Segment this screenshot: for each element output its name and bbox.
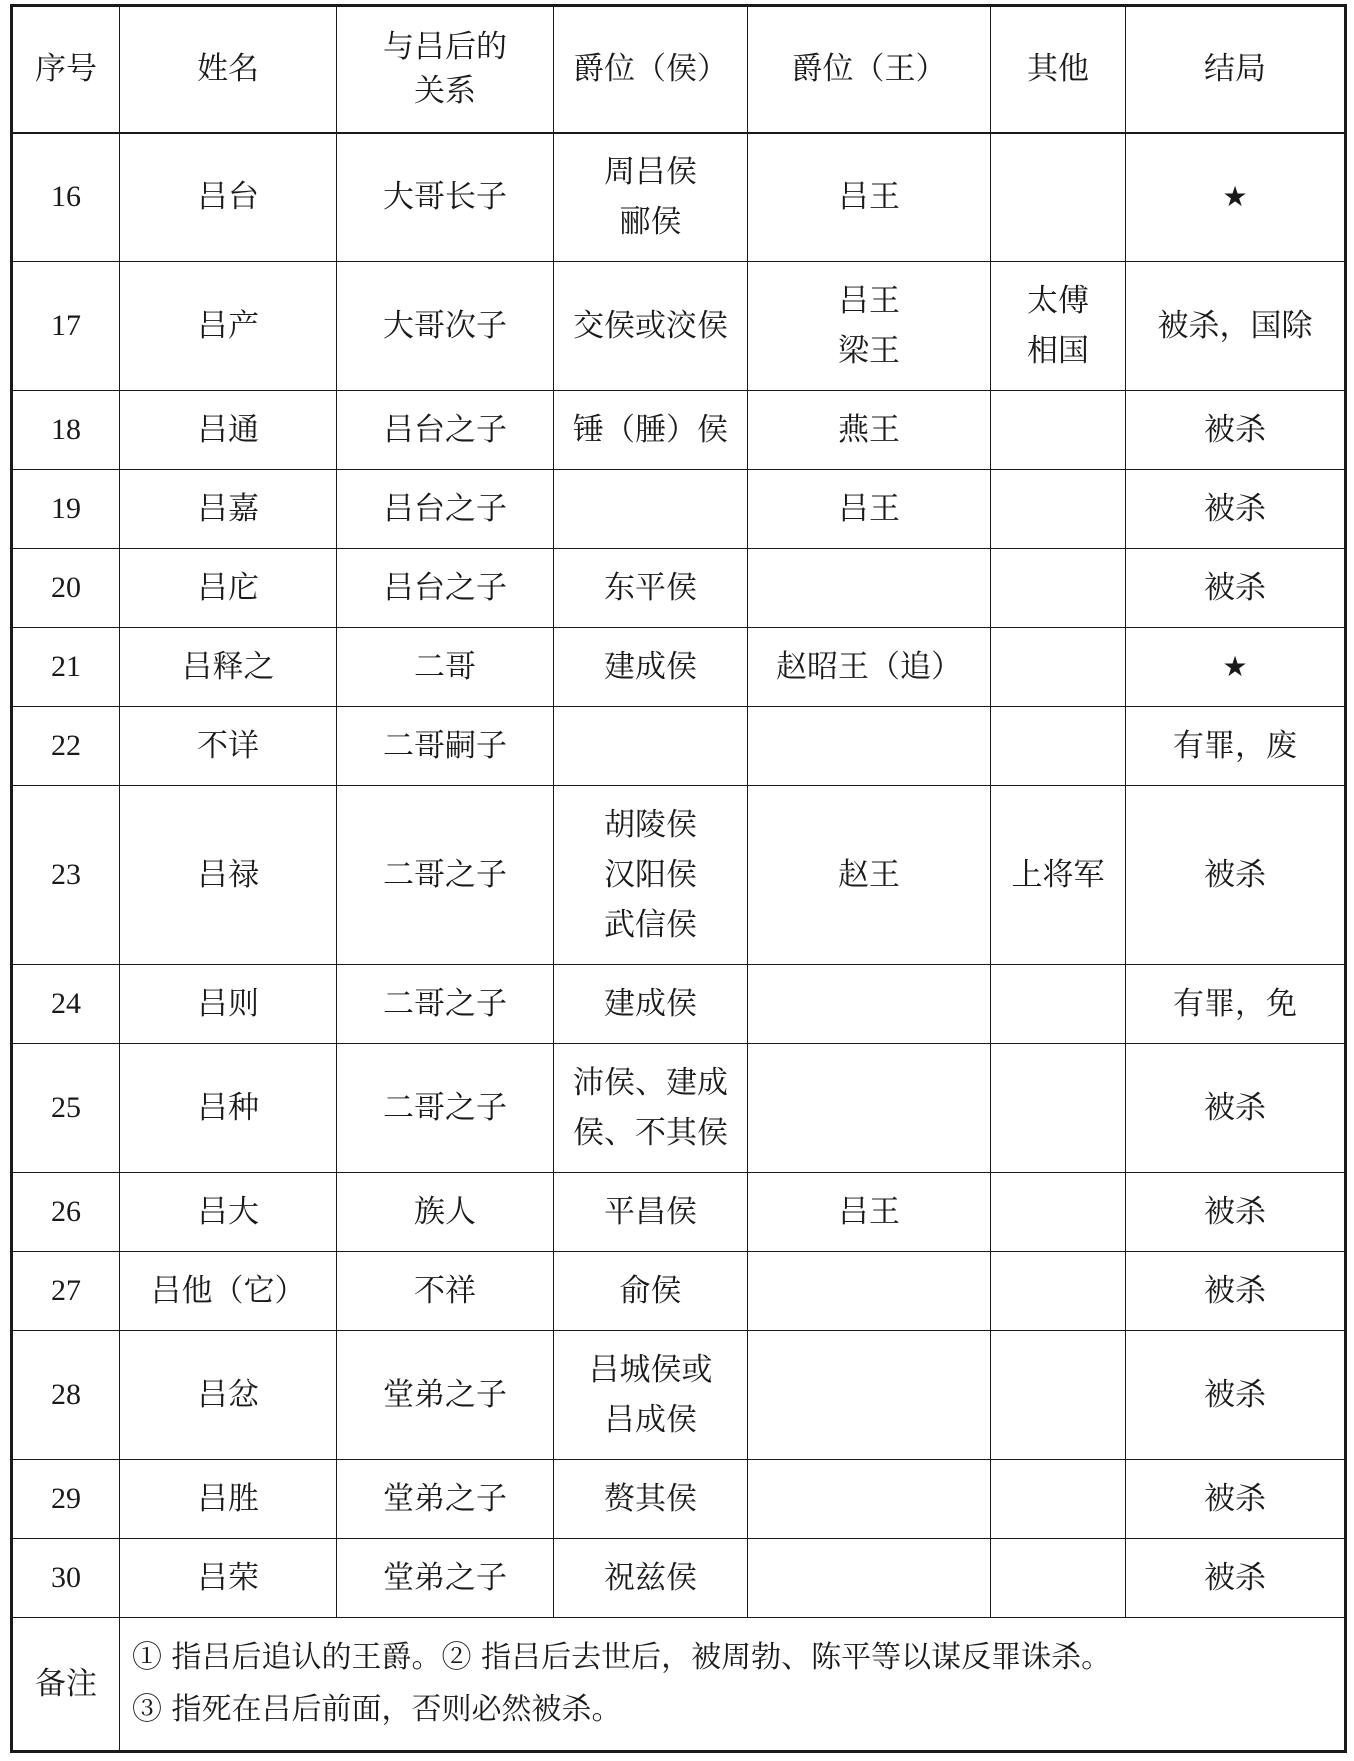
row-rank-hou: [554, 1331, 748, 1460]
genealogy-table: [10, 4, 1347, 1753]
row-name: 吕释之: [120, 628, 337, 707]
row-index: 28: [12, 1331, 120, 1460]
row-rank-wang: [748, 1331, 991, 1460]
row-rank-hou-line: 俞侯: [619, 1273, 682, 1309]
row-other: [991, 1460, 1126, 1539]
row-other: [991, 628, 1126, 707]
row-rank-hou: [554, 262, 748, 391]
row-index: 30: [12, 1539, 120, 1618]
header-relation-line2: 关系: [414, 73, 476, 110]
row-rank-hou-line: 建成侯: [604, 649, 697, 685]
row-relation: 吕台之子: [337, 549, 554, 628]
row-name: 吕产: [120, 262, 337, 391]
row-other: [991, 1252, 1126, 1331]
table-row: [12, 1044, 1346, 1173]
row-rank-hou: [554, 1460, 748, 1539]
row-other: [991, 786, 1126, 965]
row-name: 吕大: [120, 1173, 337, 1252]
row-other-line: 太傅: [1027, 283, 1089, 319]
row-other-line: 上将军: [1011, 857, 1105, 893]
row-rank-hou: [554, 1044, 748, 1173]
row-rank-hou: [554, 965, 748, 1044]
row-index: 16: [12, 133, 120, 262]
row-rank-hou-line: 吕城侯或: [588, 1352, 713, 1388]
row-rank-hou: [554, 1252, 748, 1331]
row-other: [991, 1173, 1126, 1252]
row-rank-hou-line: 周吕侯: [604, 154, 697, 191]
row-index: 19: [12, 470, 120, 549]
row-relation: 堂弟之子: [337, 1539, 554, 1618]
row-rank-wang: [748, 786, 991, 965]
row-relation: 吕台之子: [337, 391, 554, 470]
table-row: [12, 470, 1346, 549]
header-relation-line1: 与吕后的: [383, 29, 507, 66]
notes-label: 备注: [12, 1618, 120, 1752]
row-outcome: ★: [1126, 628, 1346, 707]
header-other: 其他: [991, 6, 1126, 133]
row-index: 29: [12, 1460, 120, 1539]
row-rank-hou-line: 东平侯: [604, 570, 697, 606]
row-name: 吕台: [120, 133, 337, 262]
table-row: [12, 1331, 1346, 1460]
row-rank-wang: [748, 1252, 991, 1331]
row-index: 21: [12, 628, 120, 707]
notes-line1: ① 指吕后追认的王爵。② 指吕后去世后，被周勃、陈平等以谋反罪诛杀。: [132, 1640, 1112, 1675]
row-rank-wang: [748, 470, 991, 549]
row-other: [991, 965, 1126, 1044]
row-rank-wang-line: 赵王: [838, 857, 900, 893]
row-name: 吕禄: [120, 786, 337, 965]
row-outcome: 被杀: [1126, 470, 1346, 549]
notes-row: [12, 1618, 1346, 1752]
row-other: [991, 1539, 1126, 1618]
table-row: [12, 1173, 1346, 1252]
row-index: 25: [12, 1044, 120, 1173]
row-index: 22: [12, 707, 120, 786]
row-name: 吕胜: [120, 1460, 337, 1539]
row-rank-wang-line: 梁王: [838, 333, 900, 369]
row-rank-hou: [554, 133, 748, 262]
row-name: 吕种: [120, 1044, 337, 1173]
row-other-line: 相国: [1027, 333, 1089, 369]
row-outcome: 被杀: [1126, 1331, 1346, 1460]
row-rank-hou-line: 胡陵侯: [604, 807, 697, 843]
row-name: 吕嘉: [120, 470, 337, 549]
row-name: 吕通: [120, 391, 337, 470]
row-outcome: 被杀，国除: [1126, 262, 1346, 391]
row-rank-wang: [748, 549, 991, 628]
row-rank-wang: [748, 262, 991, 391]
row-other: [991, 1044, 1126, 1173]
row-rank-hou: [554, 470, 748, 549]
row-rank-hou: [554, 707, 748, 786]
row-rank-wang: [748, 628, 991, 707]
row-relation: 族人: [337, 1173, 554, 1252]
row-outcome: 被杀: [1126, 1173, 1346, 1252]
row-rank-hou-line: 建成侯: [604, 986, 697, 1022]
row-outcome: 被杀: [1126, 1460, 1346, 1539]
row-outcome: 被杀: [1126, 786, 1346, 965]
row-outcome: 有罪，废: [1126, 707, 1346, 786]
row-index: 20: [12, 549, 120, 628]
row-other: [991, 1331, 1126, 1460]
row-relation: 不祥: [337, 1252, 554, 1331]
table-row: [12, 707, 1346, 786]
row-rank-hou-line: 沛侯、建成: [573, 1065, 728, 1101]
row-rank-hou-line: 武信侯: [604, 907, 697, 943]
row-relation: 二哥之子: [337, 1044, 554, 1173]
row-rank-hou: [554, 628, 748, 707]
table-row: [12, 1252, 1346, 1331]
row-outcome: ★: [1126, 133, 1346, 262]
table-row: [12, 628, 1346, 707]
header-row: [12, 6, 1346, 133]
row-rank-wang: [748, 1460, 991, 1539]
table-row: [12, 786, 1346, 965]
header-rank-hou: 爵位（侯）: [554, 6, 748, 133]
row-rank-hou-line: 汉阳侯: [604, 857, 697, 893]
row-relation: 二哥嗣子: [337, 707, 554, 786]
row-relation: 二哥之子: [337, 786, 554, 965]
row-name: 吕他（它）: [120, 1252, 337, 1331]
row-name: 吕荣: [120, 1539, 337, 1618]
row-rank-wang: [748, 1044, 991, 1173]
row-rank-hou-line: 祝兹侯: [604, 1560, 697, 1596]
row-rank-hou-line: 平昌侯: [604, 1194, 697, 1230]
table-row: [12, 133, 1346, 262]
row-name: 吕忿: [120, 1331, 337, 1460]
row-rank-wang-line: 吕王: [838, 491, 900, 527]
table-row: [12, 391, 1346, 470]
row-name: 吕庀: [120, 549, 337, 628]
row-rank-wang-line: 吕王: [838, 179, 900, 216]
table-body: [12, 133, 1346, 1618]
row-outcome: 被杀: [1126, 1044, 1346, 1173]
row-rank-hou-line: 赘其侯: [604, 1481, 697, 1517]
row-rank-wang: [748, 133, 991, 262]
row-rank-hou: [554, 391, 748, 470]
table-row: [12, 1539, 1346, 1618]
table-row: [12, 262, 1346, 391]
notes-line2: ③ 指死在吕后前面，否则必然被杀。: [132, 1692, 622, 1727]
row-other: [991, 262, 1126, 391]
row-rank-hou-line: 郦侯: [619, 204, 682, 241]
row-outcome: 被杀: [1126, 391, 1346, 470]
row-index: 17: [12, 262, 120, 391]
row-outcome: 被杀: [1126, 549, 1346, 628]
row-rank-hou-line: 交侯或洨侯: [573, 308, 728, 344]
row-other: [991, 133, 1126, 262]
row-other: [991, 391, 1126, 470]
row-rank-hou-line: 锤（腄）侯: [573, 412, 728, 448]
row-relation: 堂弟之子: [337, 1460, 554, 1539]
row-outcome: 被杀: [1126, 1252, 1346, 1331]
row-rank-wang-line: 吕王: [838, 283, 900, 319]
row-relation: 吕台之子: [337, 470, 554, 549]
row-relation: 二哥: [337, 628, 554, 707]
header-rank-wang: 爵位（王）: [748, 6, 991, 133]
row-rank-wang: [748, 707, 991, 786]
row-rank-wang: [748, 1539, 991, 1618]
row-rank-wang-line: 赵昭王（追）: [776, 649, 962, 685]
row-index: 18: [12, 391, 120, 470]
header-index: 序号: [12, 6, 120, 133]
row-rank-wang: [748, 965, 991, 1044]
row-rank-wang-line: 燕王: [838, 412, 900, 448]
header-relation: [337, 6, 554, 133]
row-index: 23: [12, 786, 120, 965]
table-row: [12, 965, 1346, 1044]
row-index: 26: [12, 1173, 120, 1252]
row-name: 不详: [120, 707, 337, 786]
row-relation: 二哥之子: [337, 965, 554, 1044]
row-rank-wang: [748, 391, 991, 470]
row-rank-wang: [748, 1173, 991, 1252]
row-rank-hou: [554, 549, 748, 628]
row-rank-hou: [554, 1173, 748, 1252]
notes-text: [120, 1618, 1346, 1752]
row-relation: 大哥次子: [337, 262, 554, 391]
row-other: [991, 470, 1126, 549]
row-relation: 大哥长子: [337, 133, 554, 262]
row-name: 吕则: [120, 965, 337, 1044]
table-row: [12, 549, 1346, 628]
row-outcome: 有罪，免: [1126, 965, 1346, 1044]
header-name: 姓名: [120, 6, 337, 133]
row-index: 24: [12, 965, 120, 1044]
row-other: [991, 707, 1126, 786]
row-rank-hou: [554, 786, 748, 965]
row-rank-wang-line: 吕王: [838, 1194, 900, 1230]
row-other: [991, 549, 1126, 628]
row-relation: 堂弟之子: [337, 1331, 554, 1460]
row-rank-hou-line: 侯、不其侯: [573, 1115, 728, 1151]
row-outcome: 被杀: [1126, 1539, 1346, 1618]
table-row: [12, 1460, 1346, 1539]
row-rank-hou: [554, 1539, 748, 1618]
row-rank-hou-line: 吕成侯: [604, 1402, 697, 1438]
row-index: 27: [12, 1252, 120, 1331]
header-outcome: 结局: [1126, 6, 1346, 133]
